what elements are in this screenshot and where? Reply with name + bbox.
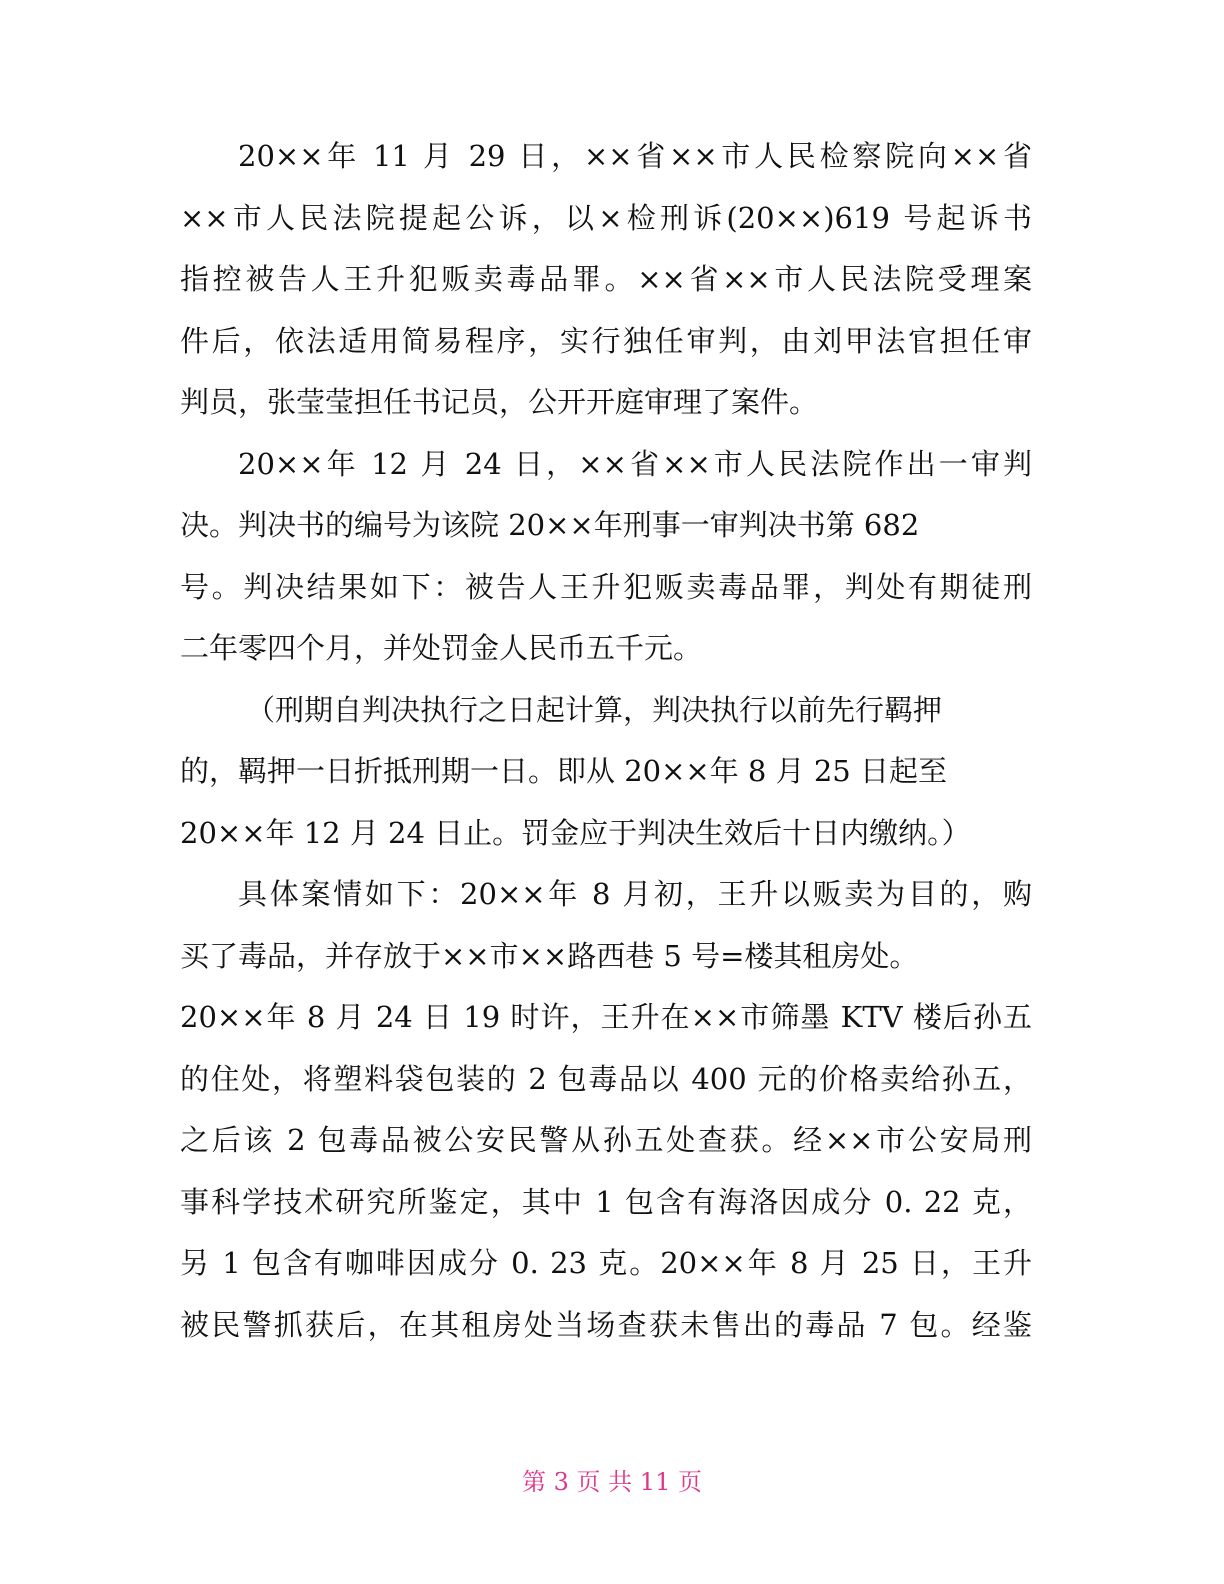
text-line: 判员，张莹莹担任书记员，公开开庭审理了案件。 [180, 385, 819, 419]
text-line: 另 1 包含有咖啡因成分 0. 23 克。20××年 8 月 25 日，王升 [180, 1246, 1032, 1280]
text-line: 之后该 2 包毒品被公安民警从孙五处查获。经××市公安局刑 [180, 1123, 1032, 1157]
text-line: 买了毒品，并存放于××市××路西巷 5 号=楼其租房处。 [180, 938, 919, 973]
paragraph-case-details [180, 864, 1032, 1356]
text-line: 事科学技术研究所鉴定，其中 1 包含有海洛因成分 0. 22 克， [180, 1184, 1032, 1219]
text-line: 决。判决书的编号为该院 20××年刑事一审判决书第 682 [180, 508, 920, 542]
text-line: 指控被告人王升犯贩卖毒品罪。××省××市人民法院受理案 [180, 262, 1032, 296]
document-body [180, 126, 1032, 1356]
text-line: 20××年 11 月 29 日，××省××市人民检察院向××省 [238, 139, 1032, 173]
text-line: 件后，依法适用简易程序，实行独任审判，由刘甲法官担任审 [180, 323, 1032, 358]
text-line: 二年零四个月，并处罚金人民币五千元。 [180, 631, 703, 665]
text-line: 20××年 12 月 24 日，××省××市人民法院作出一审判 [238, 446, 1032, 481]
text-line: ××市人民法院提起公诉，以×检刑诉(20××)619 号起诉书 [180, 200, 1032, 235]
text-line: 号。判决结果如下：被告人王升犯贩卖毒品罪，判处有期徒刑 [180, 569, 1032, 604]
text-line: （刑期自判决执行之日起计算，判决执行以前先行羁押 [246, 692, 943, 727]
paragraph-indictment [180, 126, 1032, 434]
paragraph-sentence-note [180, 680, 1032, 865]
text-line: 20××年 8 月 24 日 19 时许，王升在××市筛墨 KTV 楼后孙五 [180, 1000, 1032, 1034]
page-number-footer: 第 3 页 共 11 页 [522, 1468, 702, 1496]
text-line: 的住处，将塑料袋包装的 2 包毒品以 400 元的价格卖给孙五， [180, 1061, 1032, 1096]
text-line: 20××年 12 月 24 日止。罚金应于判决生效后十日内缴纳。） [180, 815, 971, 850]
text-line: 具体案情如下：20××年 8 月初，王升以贩卖为目的，购 [238, 877, 1032, 911]
text-line: 被民警抓获后，在其租房处当场查获未售出的毒品 7 包。经鉴 [180, 1307, 1032, 1342]
paragraph-judgment [180, 434, 1032, 680]
text-line: 的，羁押一日折抵刑期一日。即从 20××年 8 月 25 日起至 [180, 754, 947, 788]
